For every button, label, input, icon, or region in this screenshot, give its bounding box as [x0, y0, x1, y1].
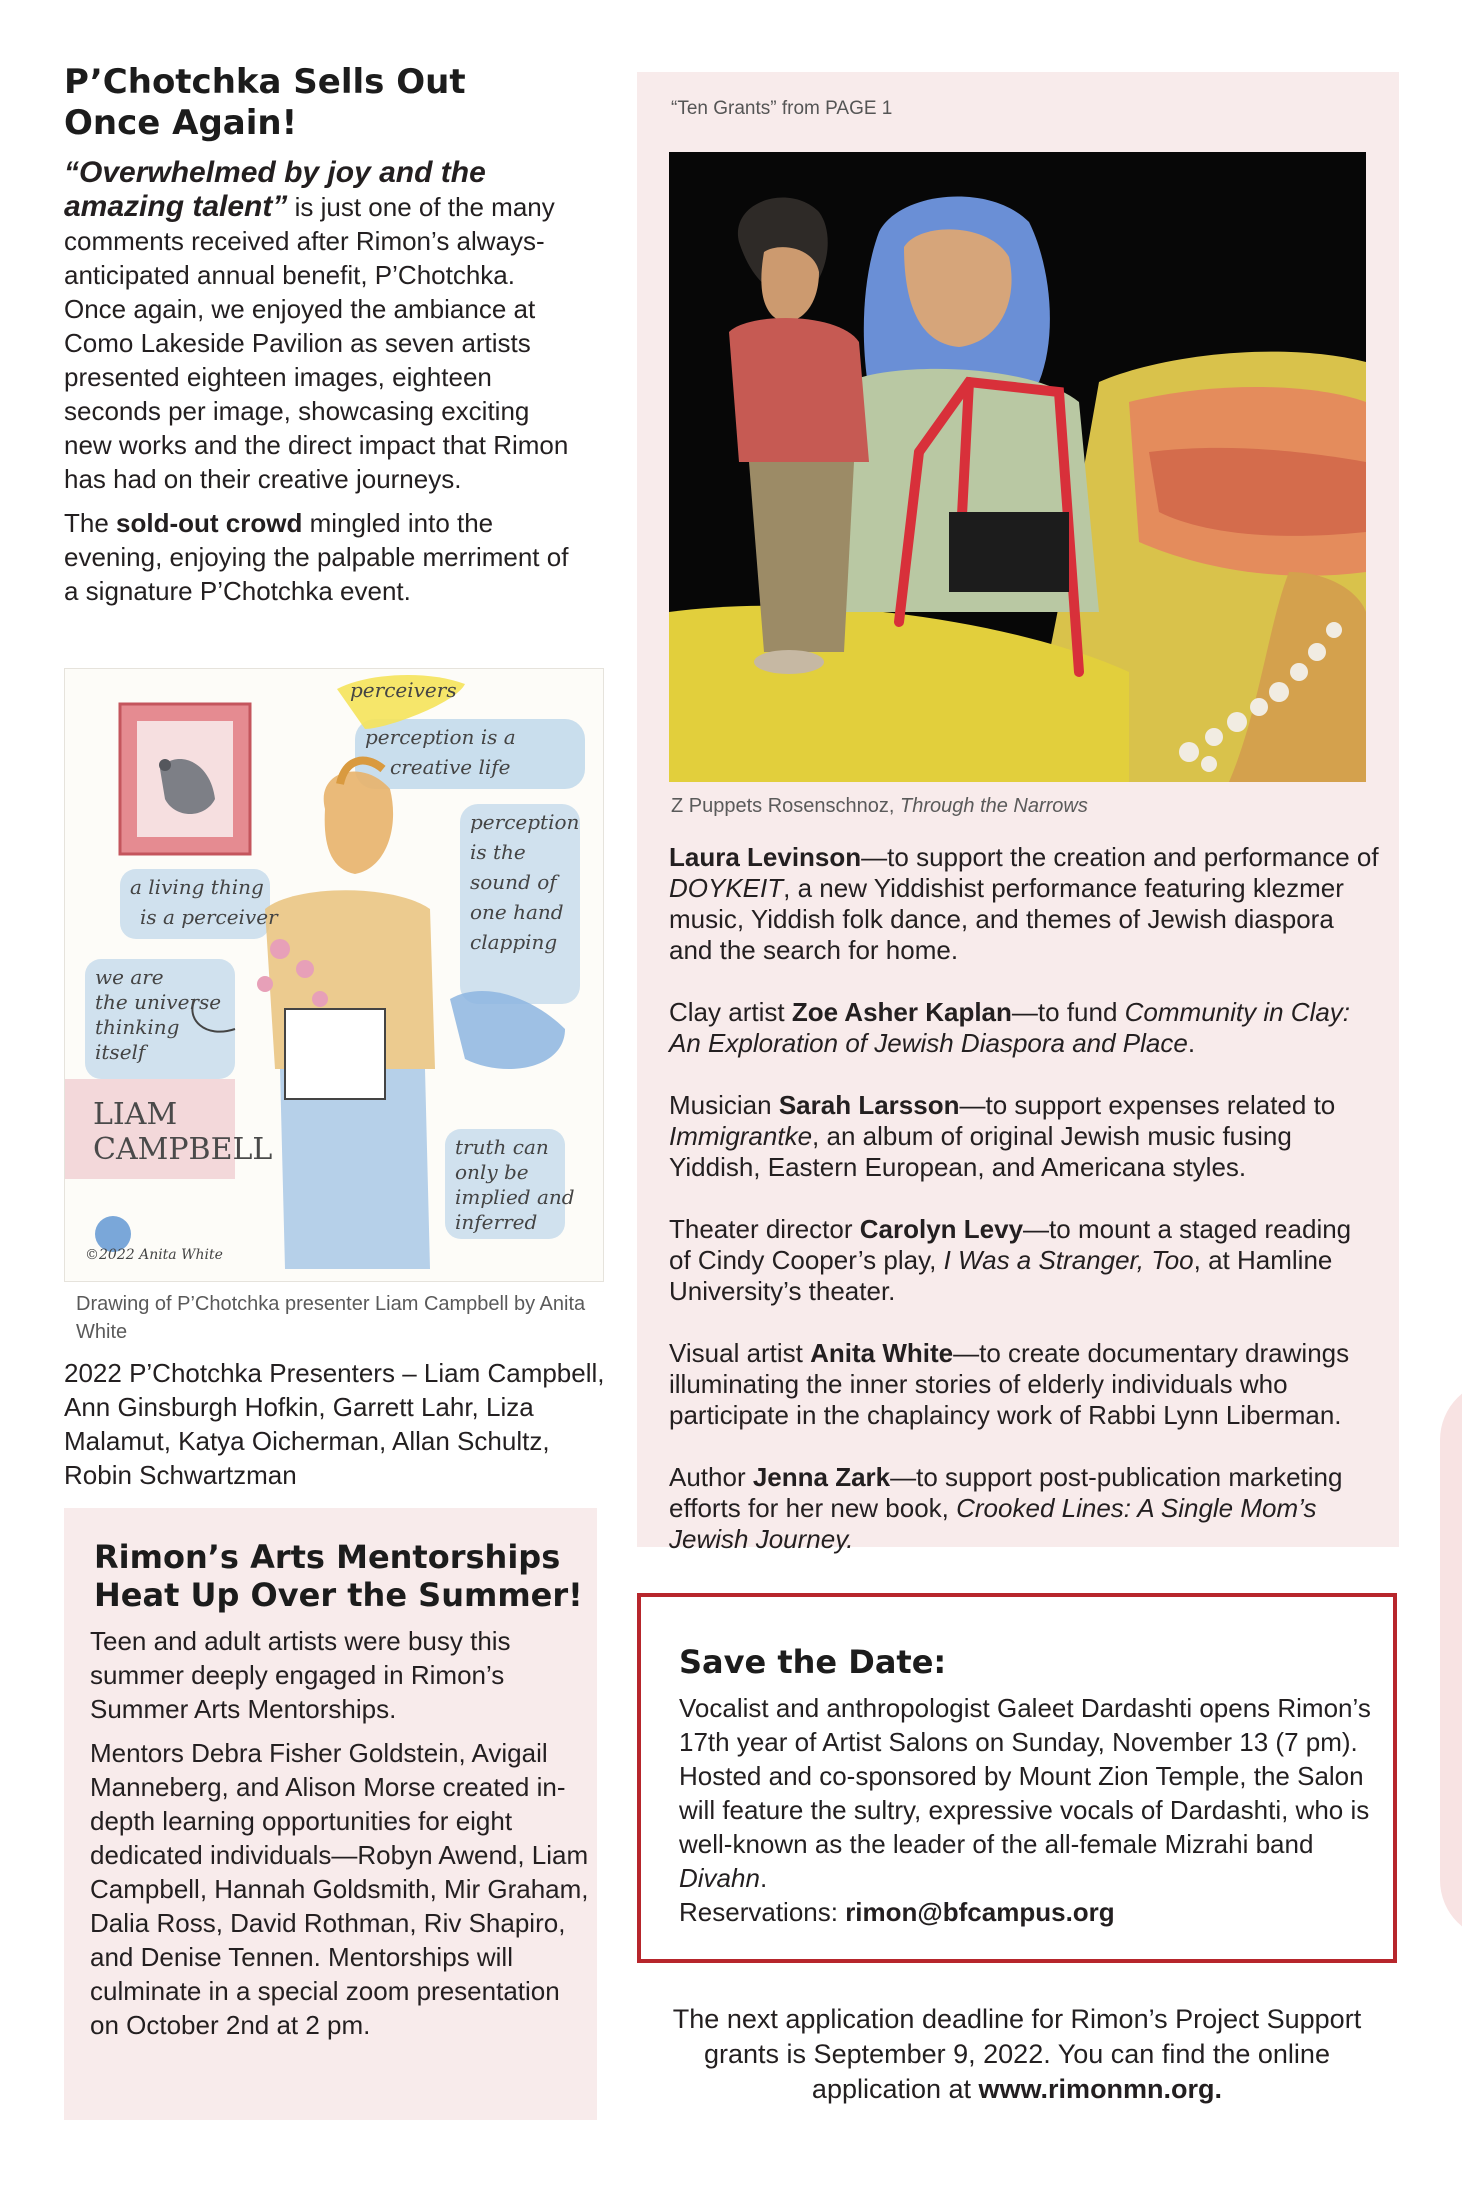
drawing-signature: ©2022 Anita White [85, 1247, 223, 1263]
drawing-text: a living thing [130, 875, 264, 899]
drawing-text: implied and [455, 1185, 575, 1209]
article-title: P’Chotchka Sells Out Once Again! [64, 62, 466, 143]
drawing-text: inferred [455, 1210, 538, 1234]
grant-item: Laura Levinson—to support the creation and performance of DOYKEIT, a new Yiddishist performance featuring klezmer music, Yiddish folk dance, and themes of Jewish diaspora and the search for home. [669, 842, 1379, 965]
drawing-text: creative life [390, 755, 511, 779]
photo-caption: Z Puppets Rosenschnoz, Through the Narrows [671, 795, 1088, 817]
save-the-date-body: Vocalist and anthropologist Galeet Dardashti opens Rimon’s 17th year of Artist Salons on Sunday, November 13 (7 pm). Hosted and co-sponsored by Mount Zion Temple, the Salon will feature the sultry, expressive vocals of Dardashti, who is well-known as the leader of the all-female Mizrahi band Divahn. Reservations: rimon@bfcampus.org [679, 1693, 1371, 1927]
article-paragraph: “Overwhelmed by joy and the amazing talent” is just one of the many comments received after Rimon’s always-anticipated annual benefit, P’Chotchka. Once again, we enjoyed the ambiance at Como Lakeside Pavilion as seven artists presented eighteen images, eighteen seconds per image, showcasing exciting new works and the direct impact that Rimon has had on their creative journeys. [64, 155, 569, 494]
drawing-text: itself [95, 1040, 146, 1064]
puppet-photo-illustration [669, 152, 1366, 782]
drawing-text: perception [470, 810, 580, 834]
drawing-text: is a perceiver [140, 905, 278, 929]
drawing-text: is the [470, 840, 526, 864]
article-paragraph: The sold-out crowd mingled into the evening, enjoying the palpable merriment of a signature P’Chotchka event. [64, 507, 569, 606]
reservation-email-link[interactable]: rimon@bfcampus.org [845, 1897, 1115, 1927]
drawing-text: one hand [470, 900, 564, 924]
drawing-text: thinking [95, 1015, 180, 1039]
grant-item: Author Jenna Zark—to support post-publication marketing efforts for her new book, Crooked Lines: A Single Mom’s Jewish Journey. [669, 1462, 1343, 1554]
grants-source-label: “Ten Grants” from PAGE 1 [671, 98, 893, 119]
website-link[interactable]: www.rimonmn.org. [978, 2074, 1223, 2104]
mentorship-box [64, 1508, 597, 2120]
drawing-text: sound of [470, 870, 557, 894]
save-the-date-title: Save the Date: [679, 1643, 947, 1681]
grant-item: Visual artist Anita White—to create documentary drawings illuminating the inner stories of elderly individuals who participate in the chaplaincy work of Rabbi Lynn Liberman. [669, 1338, 1350, 1430]
article-pchotchka [64, 62, 584, 618]
drawing-name: CAMPBELL [93, 1132, 273, 1167]
liam-campbell-drawing [64, 668, 604, 1282]
mentorship-paragraph: Mentors Debra Fisher Goldstein, Avigail Manneberg, and Alison Morse created in-depth learning opportunities for eight dedicated individuals—Robyn Awend, Liam Campbell, Hannah Goldsmith, Mir Graham, Dalia Ross, David Rothman, Riv Shapiro, and Denise Tennen. Mentorships will culminate in a special zoom presentation on October 2nd at 2 pm. [90, 1738, 589, 2040]
drawing-text: the universe [95, 990, 222, 1014]
drawing-illustration [65, 669, 603, 1281]
grants-panel [637, 72, 1399, 1554]
puppet-photo [669, 152, 1366, 782]
edge-decoration [1440, 1380, 1462, 1940]
drawing-text: only be [455, 1160, 529, 1184]
drawing-text: perceivers [350, 678, 457, 702]
drawing-text: we are [95, 965, 164, 989]
deadline-note: The next application deadline for Rimon’s Project Support grants is September 9, 2022. You can find the online application at www.rimonmn.org. [672, 2004, 1362, 2104]
grant-list [669, 842, 1379, 1586]
drawing-text: perception is a [365, 725, 516, 749]
drawing-caption: Drawing of P’Chotchka presenter Liam Campbell by Anita White [76, 1293, 586, 1343]
grant-item: Clay artist Zoe Asher Kaplan—to fund Community in Clay: An Exploration of Jewish Diaspora and Place. [669, 997, 1351, 1058]
mentorship-paragraph: Teen and adult artists were busy this summer deeply engaged in Rimon’s Summer Arts Mentorships. [90, 1626, 511, 1724]
lead-quote: “Overwhelmed by joy and the amazing talent” [64, 155, 486, 223]
drawing-text: clapping [470, 930, 558, 954]
mentorship-title: Rimon’s Arts Mentorships Heat Up Over the Summer! [94, 1538, 583, 1615]
presenters-list: 2022 P’Chotchka Presenters – Liam Campbell, Ann Ginsburgh Hofkin, Garrett Lahr, Liza Malamut, Katya Oicherman, Allan Schultz, Robin Schwartzman [64, 1358, 605, 1490]
drawing-text: truth can [455, 1135, 549, 1159]
grant-item: Theater director Carolyn Levy—to mount a staged reading of Cindy Cooper’s play, I Was a Stranger, Too, at Hamline University’s theater. [669, 1214, 1352, 1306]
grant-item: Musician Sarah Larsson—to support expenses related to Immigrantke, an album of original Jewish music fusing Yiddish, Eastern European, and Americana styles. [669, 1090, 1336, 1182]
drawing-name: LIAM [93, 1097, 178, 1132]
save-the-date-box [637, 1593, 1397, 1963]
